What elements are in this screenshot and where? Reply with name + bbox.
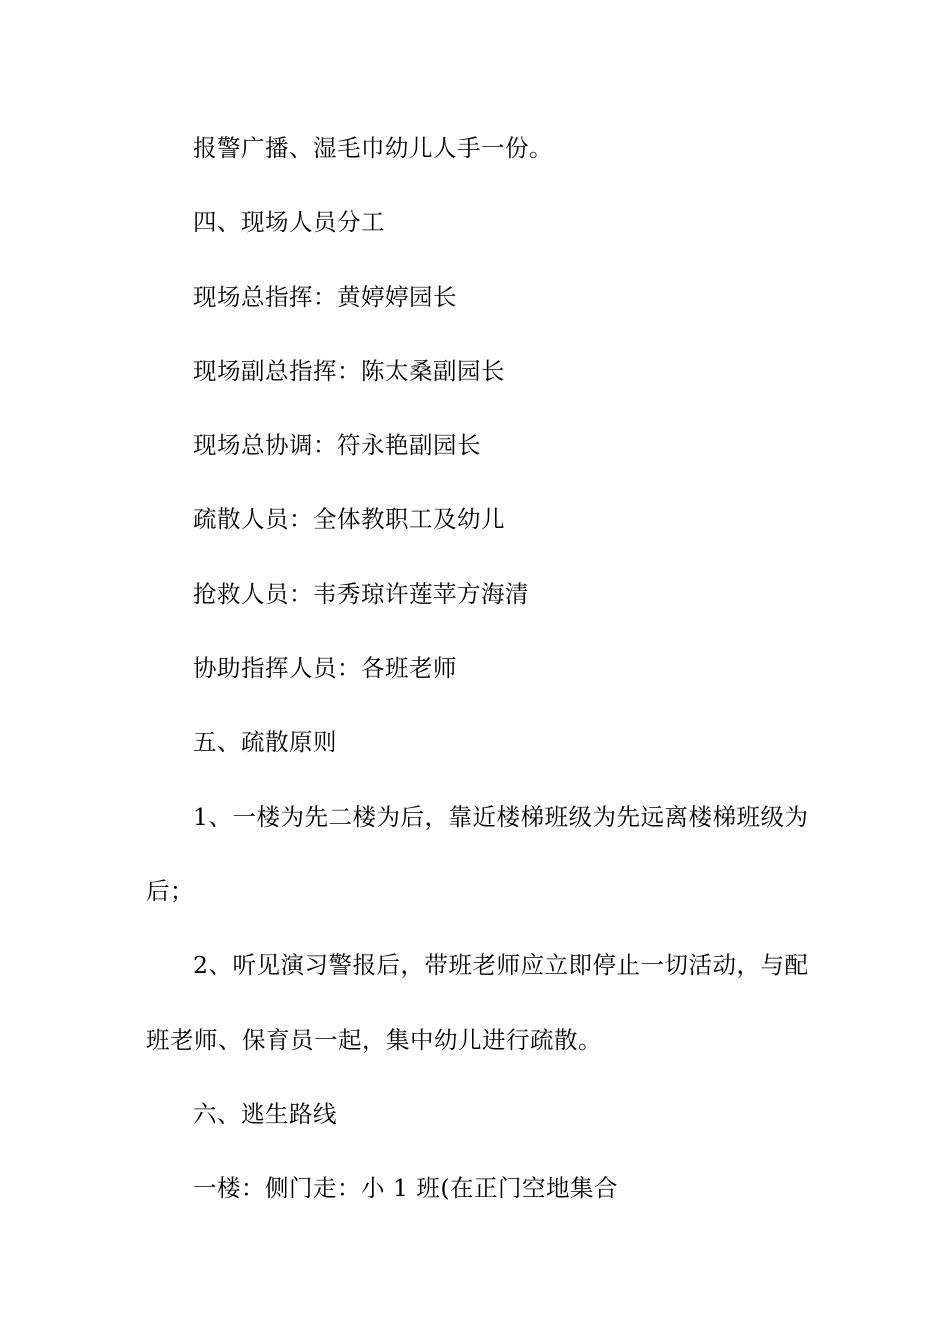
paragraph-line: 现场副总指挥：陈太桑副园长 <box>193 356 505 385</box>
paragraph-line: 抢救人员：韦秀琼许莲苹方海清 <box>193 579 529 608</box>
paragraph-line: 一楼：侧门走：小 1 班(在正门空地集合 <box>193 1174 619 1203</box>
paragraph-line: 疏散人员：全体教职工及幼儿 <box>193 505 505 534</box>
paragraph-line: 2、听见演习警报后，带班老师应立即停止一切活动，与配 <box>193 951 809 980</box>
section-heading: 四、现场人员分工 <box>193 208 385 237</box>
paragraph-line: 班老师、保育员一起，集中幼儿进行疏散。 <box>146 1025 602 1054</box>
paragraph-line: 1、一楼为先二楼为后，靠近楼梯班级为先远离楼梯班级为 <box>193 802 809 831</box>
paragraph-line: 现场总指挥：黄婷婷园长 <box>193 282 457 311</box>
section-heading: 六、逃生路线 <box>193 1099 337 1128</box>
paragraph-line: 现场总协调：符永艳副园长 <box>193 431 481 460</box>
paragraph-line: 报警广播、湿毛巾幼儿人手一份。 <box>193 134 553 162</box>
paragraph-line: 后； <box>146 876 194 905</box>
paragraph-line: 协助指挥人员：各班老师 <box>193 654 457 683</box>
document-body <box>146 111 808 1225</box>
section-heading: 五、疏散原则 <box>193 728 337 757</box>
